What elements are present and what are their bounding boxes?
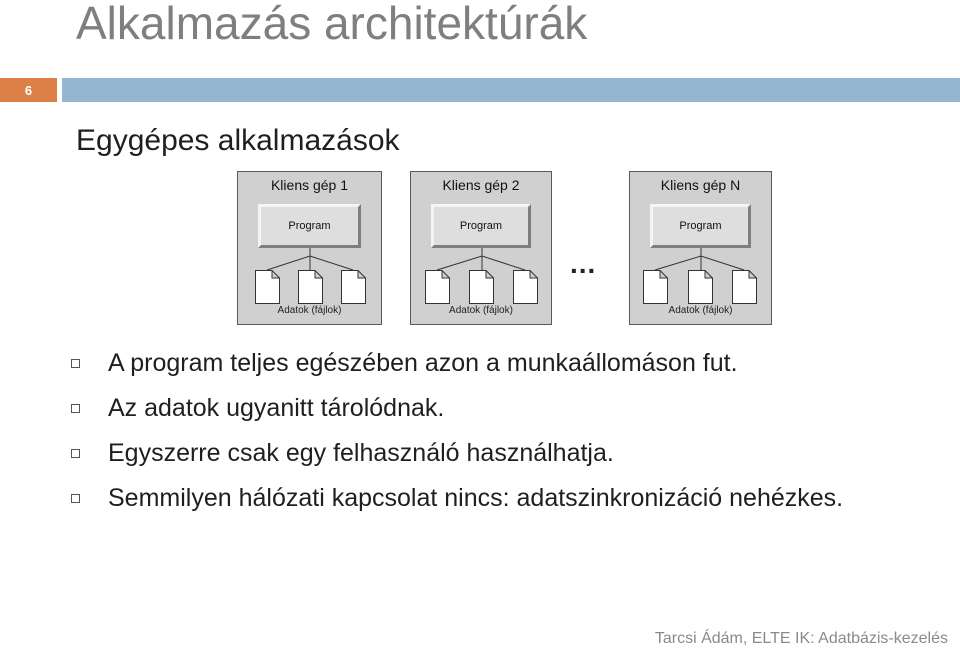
ellipsis: ... <box>570 248 597 279</box>
bullet-item <box>70 391 950 425</box>
header-bar <box>62 78 960 102</box>
program-box: Program <box>650 204 751 248</box>
client-machine-n <box>629 171 772 325</box>
bullet-text: A program teljes egészében azon a munkaállomáson fut. <box>108 349 738 377</box>
bullet-item <box>70 346 950 380</box>
footer: Tarcsi Ádám, ELTE IK: Adatbázis-kezelés <box>654 630 948 647</box>
client-title: Kliens gép N <box>660 177 741 193</box>
slide-title: Alkalmazás architektúrák <box>76 0 588 49</box>
client-title: Kliens gép 1 <box>270 177 349 193</box>
file-icon <box>298 270 323 304</box>
square-bullet-icon <box>71 449 80 458</box>
bullet-text: Semmilyen hálózati kapcsolat nincs: adatszinkronizáció nehézkes. <box>108 484 844 512</box>
file-icon <box>688 270 713 304</box>
data-label: Adatok (fájlok) <box>668 305 733 316</box>
data-label: Adatok (fájlok) <box>449 305 513 316</box>
slide-subtitle: Egygépes alkalmazások <box>76 124 400 157</box>
file-icon <box>425 270 450 304</box>
square-bullet-icon <box>71 404 80 413</box>
file-icon <box>732 270 757 304</box>
client-title: Kliens gép 2 <box>442 177 520 193</box>
bullet-text: Az adatok ugyanitt tárolódnak. <box>108 394 445 422</box>
client-machine-2 <box>410 171 552 325</box>
file-icon <box>643 270 668 304</box>
client-machine-1 <box>237 171 382 325</box>
file-icon <box>469 270 494 304</box>
file-icon <box>341 270 366 304</box>
program-box: Program <box>431 204 531 248</box>
bullet-item <box>70 436 950 470</box>
file-icon <box>513 270 538 304</box>
bullet-item <box>70 481 868 515</box>
square-bullet-icon <box>71 494 80 503</box>
bullet-list <box>70 346 950 526</box>
square-bullet-icon <box>71 359 80 368</box>
slide-number: 6 <box>0 78 57 102</box>
data-label: Adatok (fájlok) <box>277 305 342 316</box>
program-box: Program <box>258 204 361 248</box>
file-icon <box>255 270 280 304</box>
bullet-text: Egyszerre csak egy felhasználó használhatja. <box>108 439 614 467</box>
